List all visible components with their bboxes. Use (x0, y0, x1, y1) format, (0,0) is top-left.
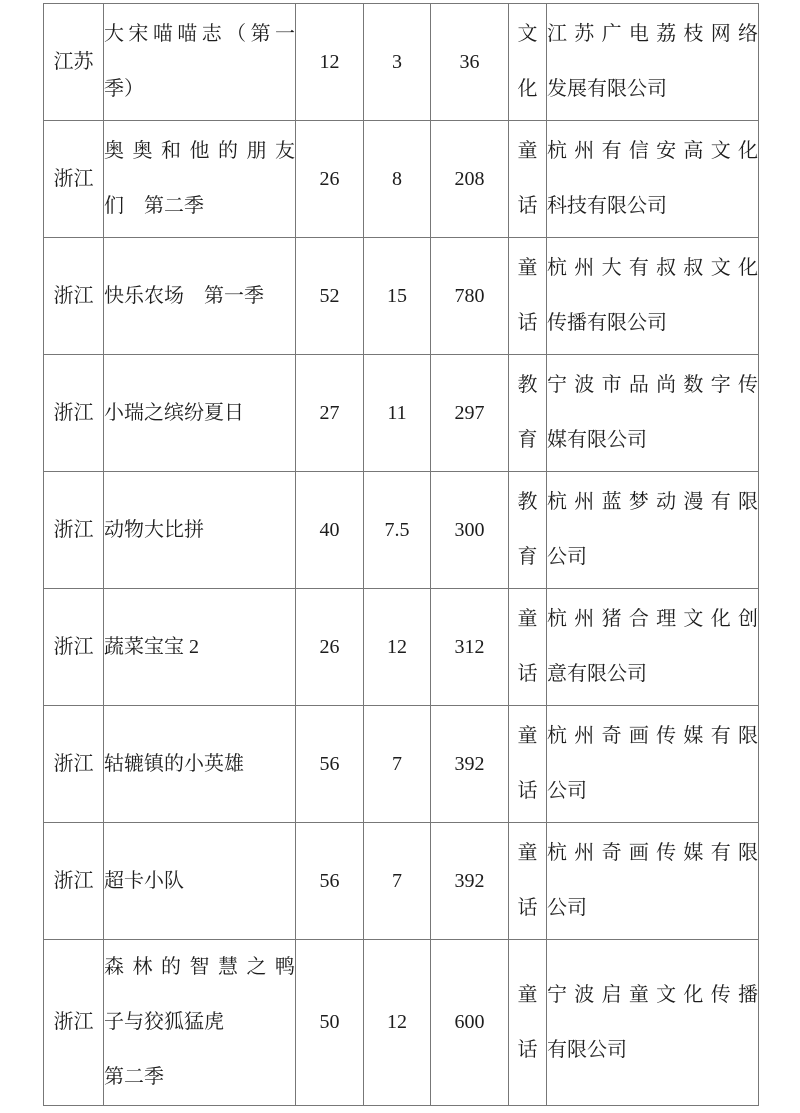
text-line: 动物大比拼 (104, 518, 204, 541)
text-line: 快乐农场 第一季 (104, 284, 264, 307)
text-line: 杭州有信安高文化 (547, 140, 758, 162)
text-line: 杭州奇画传媒有限 (547, 842, 758, 864)
cell-episodes: 56 (296, 706, 364, 823)
cell-producer (547, 823, 759, 940)
cell-producer (547, 4, 759, 121)
cell-province: 浙江 (44, 355, 104, 472)
cell-province: 浙江 (44, 823, 104, 940)
table-body (44, 4, 759, 1106)
cell-minutes-per-episode: 3 (364, 4, 431, 121)
cell-total-minutes: 392 (431, 823, 509, 940)
cell-category: 教育 (509, 472, 547, 589)
cell-title (104, 355, 296, 472)
cell-category: 文化 (509, 4, 547, 121)
cell-category: 童话 (509, 238, 547, 355)
table-row (44, 238, 759, 355)
text-line: 公司 (547, 546, 587, 568)
cell-province: 浙江 (44, 589, 104, 706)
cell-total-minutes: 312 (431, 589, 509, 706)
text-line: 媒有限公司 (547, 429, 647, 451)
cell-title (104, 238, 296, 355)
content-table (43, 3, 759, 1106)
cell-total-minutes: 300 (431, 472, 509, 589)
cell-province: 浙江 (44, 472, 104, 589)
cell-province: 浙江 (44, 121, 104, 238)
text-line: 奥奥和他的朋友 (104, 140, 295, 162)
text-line: 轱辘镇的小英雄 (104, 752, 244, 775)
text-line: 森林的智慧之鸭 (104, 956, 295, 978)
table-row (44, 706, 759, 823)
cell-category: 童话 (509, 121, 547, 238)
text-line: 宁波启童文化传播 (547, 983, 758, 1006)
text-line: 杭州奇画传媒有限 (547, 725, 758, 747)
cell-category: 童话 (509, 589, 547, 706)
cell-category: 教育 (509, 355, 547, 472)
text-line: 宁波市品尚数字传 (547, 374, 758, 396)
cell-producer (547, 940, 759, 1106)
table-row (44, 121, 759, 238)
cell-producer (547, 589, 759, 706)
cell-episodes: 56 (296, 823, 364, 940)
cell-category: 童话 (509, 823, 547, 940)
cell-province: 浙江 (44, 238, 104, 355)
cell-minutes-per-episode: 12 (364, 589, 431, 706)
cell-total-minutes: 780 (431, 238, 509, 355)
cell-episodes: 40 (296, 472, 364, 589)
cell-total-minutes: 208 (431, 121, 509, 238)
cell-province: 江苏 (44, 4, 104, 121)
table-row (44, 472, 759, 589)
cell-title (104, 4, 296, 121)
cell-title (104, 589, 296, 706)
cell-minutes-per-episode: 11 (364, 355, 431, 472)
text-line: 小瑞之缤纷夏日 (104, 401, 244, 424)
cell-minutes-per-episode: 7 (364, 706, 431, 823)
cell-category: 童话 (509, 706, 547, 823)
text-line: 江苏广电荔枝网络 (547, 23, 758, 45)
cell-episodes: 52 (296, 238, 364, 355)
text-line: 杭州猪合理文化创 (547, 608, 758, 630)
cell-producer (547, 355, 759, 472)
cell-minutes-per-episode: 12 (364, 940, 431, 1106)
text-line: 科技有限公司 (547, 195, 667, 217)
text-line: 公司 (547, 780, 587, 802)
cell-episodes: 27 (296, 355, 364, 472)
text-line: 超卡小队 (104, 869, 184, 892)
cell-title (104, 121, 296, 238)
cell-episodes: 12 (296, 4, 364, 121)
table-row (44, 355, 759, 472)
text-line: 传播有限公司 (547, 312, 667, 334)
cell-episodes: 26 (296, 589, 364, 706)
text-line: 子与狡狐猛虎 (104, 1011, 244, 1033)
table-row (44, 823, 759, 940)
cell-episodes: 50 (296, 940, 364, 1106)
text-line: 第二季 (104, 1066, 164, 1088)
cell-producer (547, 238, 759, 355)
cell-episodes: 26 (296, 121, 364, 238)
text-line: 公司 (547, 897, 587, 919)
cell-province: 浙江 (44, 706, 104, 823)
text-line: 杭州大有叔叔文化 (547, 257, 758, 279)
text-line: 季） (104, 78, 144, 100)
text-line: 们 第二季 (104, 195, 204, 217)
text-line: 蔬菜宝宝 2 (104, 635, 199, 658)
cell-title (104, 823, 296, 940)
text-line: 有限公司 (547, 1038, 627, 1061)
text-line: 发展有限公司 (547, 78, 667, 100)
cell-producer (547, 472, 759, 589)
cell-title (104, 472, 296, 589)
cell-minutes-per-episode: 8 (364, 121, 431, 238)
cell-total-minutes: 392 (431, 706, 509, 823)
text-line: 意有限公司 (547, 663, 647, 685)
cell-minutes-per-episode: 15 (364, 238, 431, 355)
text-line: 大宋喵喵志（第一 (104, 23, 295, 45)
cell-title (104, 940, 296, 1106)
cell-total-minutes: 600 (431, 940, 509, 1106)
cell-minutes-per-episode: 7.5 (364, 472, 431, 589)
cell-total-minutes: 36 (431, 4, 509, 121)
table-row (44, 589, 759, 706)
cell-province: 浙江 (44, 940, 104, 1106)
table-row (44, 4, 759, 121)
cell-minutes-per-episode: 7 (364, 823, 431, 940)
cell-category: 童话 (509, 940, 547, 1106)
cell-total-minutes: 297 (431, 355, 509, 472)
cell-producer (547, 706, 759, 823)
cell-title (104, 706, 296, 823)
text-line: 杭州蓝梦动漫有限 (547, 491, 758, 513)
table-row (44, 940, 759, 1106)
cell-producer (547, 121, 759, 238)
